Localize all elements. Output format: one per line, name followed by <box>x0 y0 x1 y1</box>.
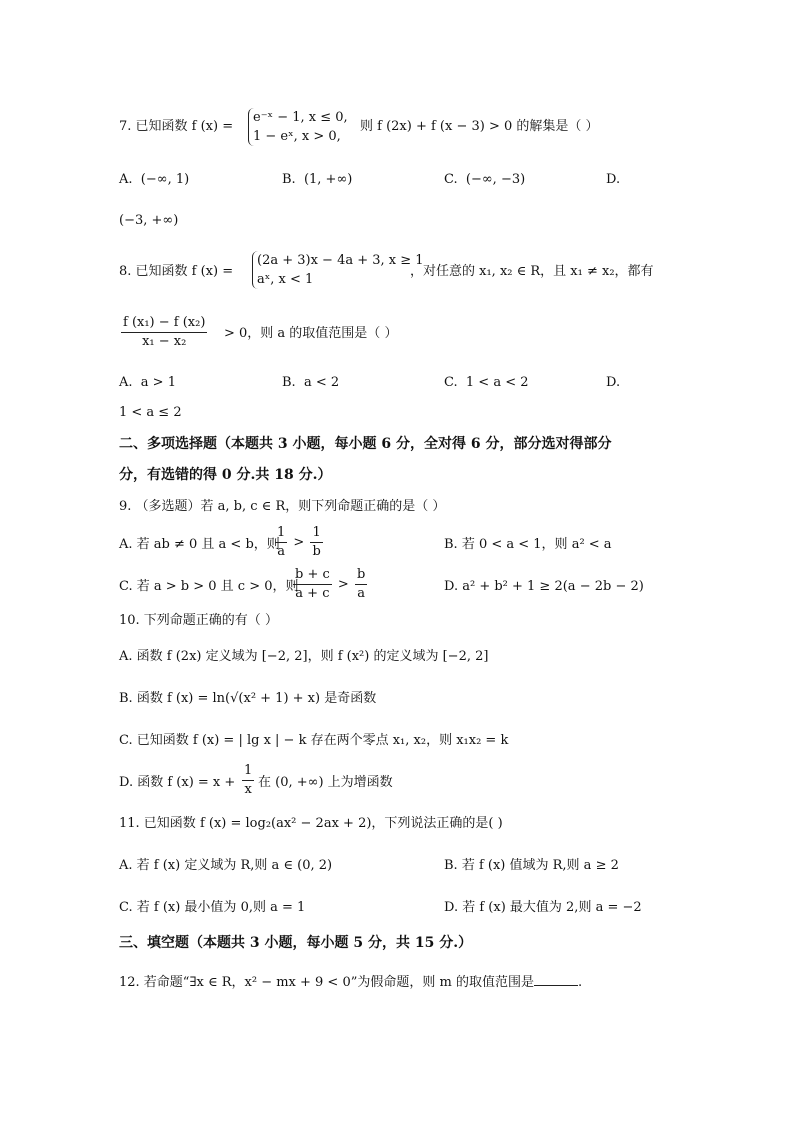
q7-option-d-label[interactable]: D. <box>606 172 621 187</box>
q10-option-a[interactable]: A. 函数 f (2x) 定义域为 [−2, 2]，则 f (x²) 的定义域为 [−2, 2] <box>119 649 489 664</box>
q9-stem: 9. （多选题）若 a, b, c ∈ R，则下列命题正确的是（ ） <box>119 499 446 514</box>
q7-case1: e⁻ˣ − 1, x ≤ 0, <box>253 110 348 125</box>
section3-heading: 三、填空题（本题共 3 小题，每小题 5 分，共 15 分.） <box>119 935 473 951</box>
q9-option-a-text[interactable]: A. 若 ab ≠ 0 且 a < b，则 <box>119 537 280 552</box>
q8-prefix: 8. 已知函数 f (x) = <box>119 264 234 279</box>
q11-option-c[interactable]: C. 若 f (x) 最小值为 0,则 a = 1 <box>119 900 306 915</box>
q9-option-b[interactable]: B. 若 0 < a < 1，则 a² < a <box>444 537 612 552</box>
q8-option-c[interactable]: C. 1 < a < 2 <box>444 375 529 390</box>
q8-option-b[interactable]: B. a < 2 <box>282 375 340 390</box>
q7-option-b[interactable]: B. (1, +∞) <box>282 172 353 187</box>
q11-option-d[interactable]: D. 若 f (x) 最大值为 2,则 a = −2 <box>444 900 642 915</box>
q8-suffix: ，对任意的 x₁, x₂ ∈ R，且 x₁ ≠ x₂，都有 <box>410 264 654 279</box>
q8-option-d-label[interactable]: D. <box>606 375 621 390</box>
q8-fraction <box>119 314 209 351</box>
q10-option-d-frac: $\frac{1}{x}$ <box>244 763 253 797</box>
q10-stem: 10. 下列命题正确的有（ ） <box>119 613 278 628</box>
q7-option-d-value[interactable]: (−3, +∞) <box>119 213 179 228</box>
q9-option-c-text[interactable]: C. 若 a > b > 0 且 c > 0，则 <box>119 579 299 594</box>
q10-option-d-tail: 在 (0, +∞) 上为增函数 <box>258 775 393 790</box>
q8-case2: aˣ, x < 1 <box>257 272 314 287</box>
q9-option-a-math: $\frac{1}{a}$ > $\frac{1}{b}$ <box>277 525 321 559</box>
q11-stem: 11. 已知函数 f (x) = log₂(ax² − 2ax + 2)，下列说法正确的是( ) <box>119 816 503 831</box>
q11-option-a[interactable]: A. 若 f (x) 定义域为 R,则 a ∈ (0, 2) <box>119 858 333 873</box>
q10-option-d-text[interactable]: D. 函数 f (x) = x + <box>119 775 236 790</box>
q7-suffix: 则 f (2x) + f (x − 3) > 0 的解集是（ ） <box>360 119 599 134</box>
q7-option-a[interactable]: A. (−∞, 1) <box>119 172 190 187</box>
q10-option-b[interactable]: B. 函数 f (x) = ln(√(x² + 1) + x) 是奇函数 <box>119 691 377 706</box>
q12-answer-blank[interactable] <box>534 973 578 986</box>
section2-heading-line2: 分，有选错的得 0 分.共 18 分.） <box>119 467 332 483</box>
q8-piecewise <box>252 251 424 289</box>
q8-frac-den: x₁ − x₂ <box>142 334 187 349</box>
q7-option-c[interactable]: C. (−∞, −3) <box>444 172 526 187</box>
q7-piecewise <box>248 108 348 146</box>
q9-option-d[interactable]: D. a² + b² + 1 ≥ 2(a − 2b − 2) <box>444 579 644 594</box>
q7-prefix: 7. 已知函数 f (x) = <box>119 119 234 134</box>
q9-option-c-math: $\frac{b + c}{a + c}$ > $\frac{b}{a}$ <box>295 567 366 601</box>
q8-case1: (2a + 3)x − 4a + 3, x ≥ 1 <box>257 253 424 268</box>
q11-option-b[interactable]: B. 若 f (x) 值域为 R,则 a ≥ 2 <box>444 858 619 873</box>
q8-option-d-value[interactable]: 1 < a ≤ 2 <box>119 405 182 420</box>
q12-text: 12. 若命题“∃x ∈ R，x² − mx + 9 < 0”为假命题，则 m 的取值范围是 . <box>119 975 583 990</box>
q7-case2: 1 − eˣ, x > 0, <box>253 129 341 144</box>
q8-line2-suffix: > 0，则 a 的取值范围是（ ） <box>224 326 398 341</box>
q8-option-a[interactable]: A. a > 1 <box>119 375 176 390</box>
q8-frac-num: f (x₁) − f (x₂) <box>121 314 207 333</box>
section2-heading-line1: 二、多项选择题（本题共 3 小题，每小题 6 分，全对得 6 分，部分选对得部分 <box>119 436 612 452</box>
q10-option-c[interactable]: C. 已知函数 f (x) = | lg x | − k 存在两个零点 x₁, x₂，则 x₁x₂ = k <box>119 733 509 748</box>
